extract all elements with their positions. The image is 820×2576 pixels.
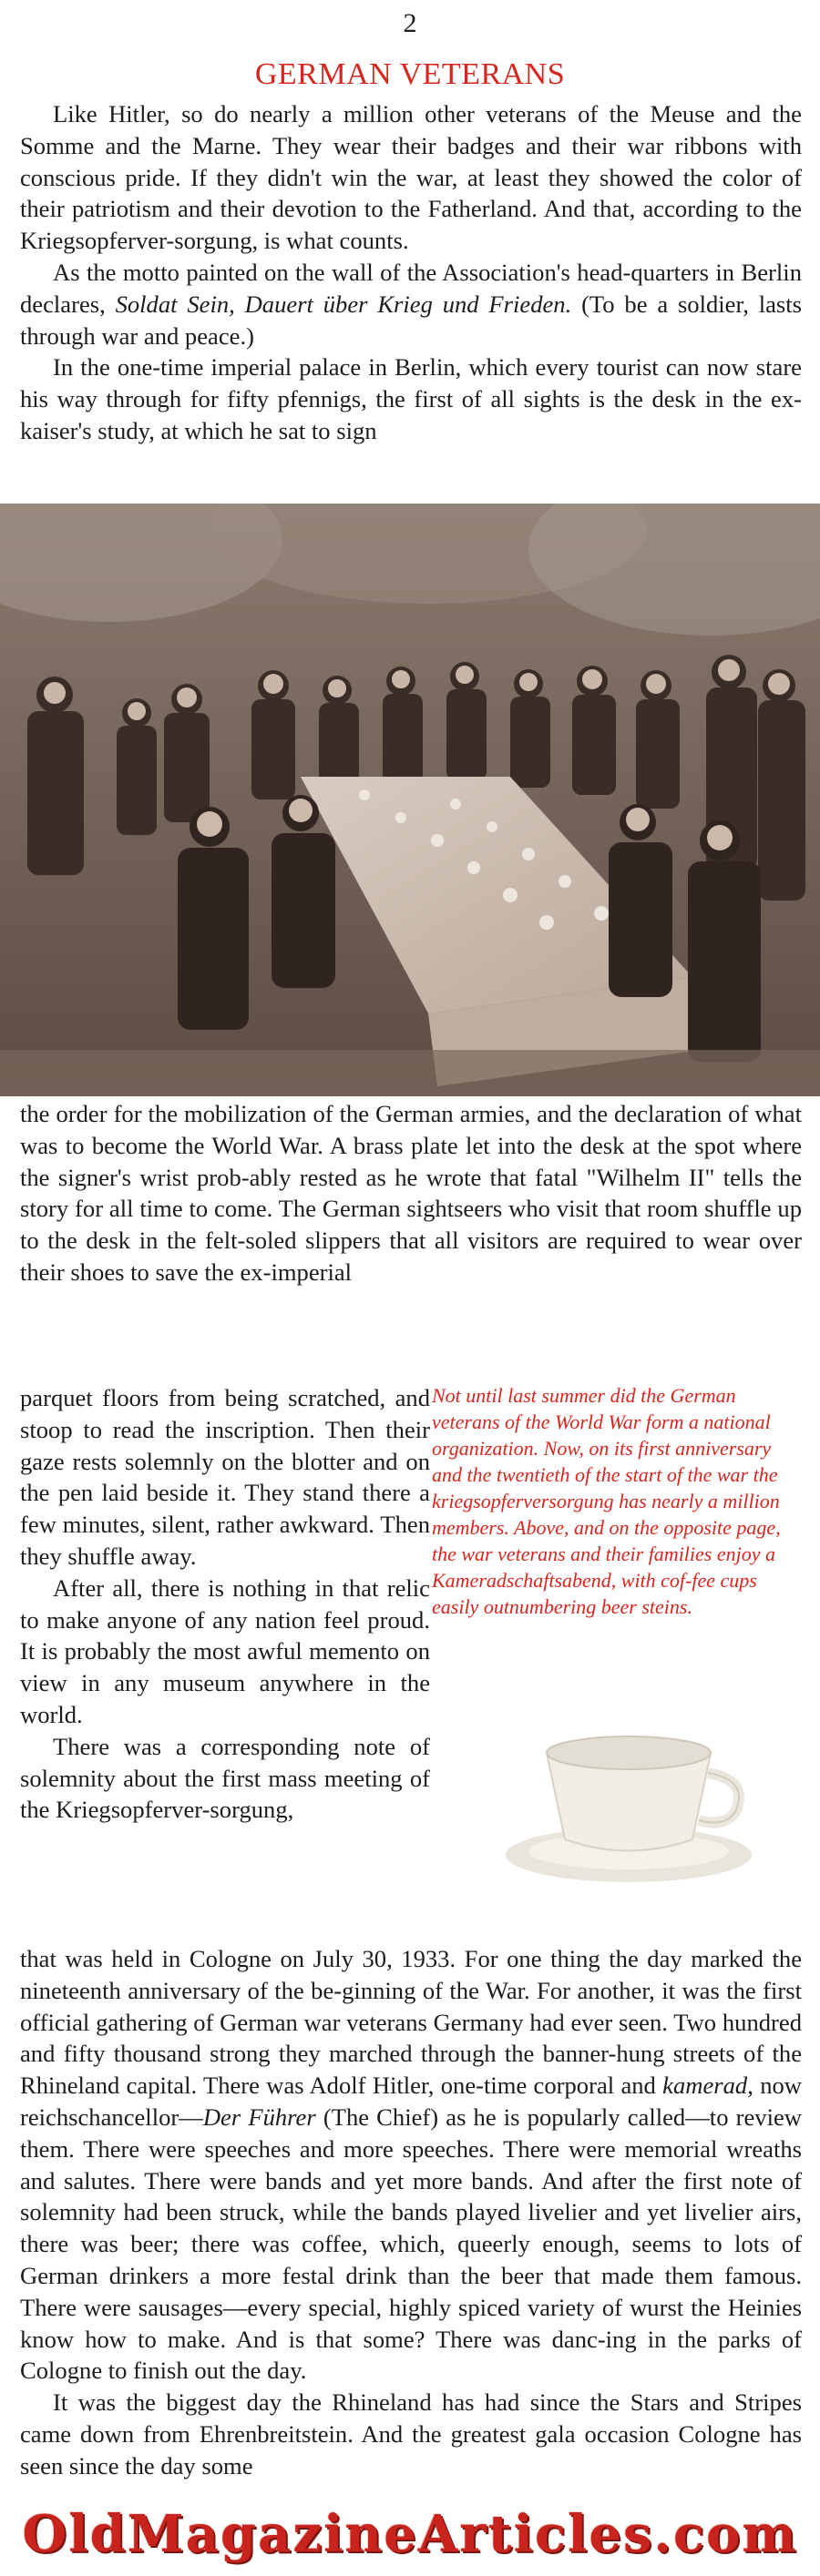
- paragraph-1: Like Hitler, so do nearly a million other veterans of the Meuse and the Somme and the Marne. They wear their badges and their war ribbons with conscious pride. If they didn't win the war, at least they showed the color of their patriotism and their devotion to the Fatherland. And that, according to the Kriegsopferver-sorgung, is what counts.: [20, 100, 802, 255]
- paragraph-6-wrap: There was a corresponding note of solemnity about the first mass meeting of the Kriegsopferver-sorgung,: [20, 1732, 430, 1824]
- paragraph-6: [20, 1943, 802, 2387]
- paragraph-3: In the one-time imperial palace in Berlin, which every tourist can now stare his way through for fifty pfennigs, the first of all sights is the desk in the ex-kaiser's study, at which he sat to sign: [20, 353, 802, 444]
- paragraph-2-translation: (To be a soldier, lasts through war and peace.): [20, 290, 802, 350]
- paragraph-7: It was the biggest day the Rhineland has had since the Stars and Stripes came down from Ehrenbreitstein. And the greatest gala occasion Cologne has seen since the day some: [20, 2388, 802, 2479]
- paragraph-2: [20, 257, 802, 351]
- article-wrap-left: [20, 1382, 430, 1826]
- article-bottom: [20, 1943, 802, 2482]
- article-top: [20, 98, 802, 447]
- paragraph-5: After all, there is nothing in that relic to make anyone of any nation feel proud. It is probably the most awful memento on view in any museum anywhere in the world.: [20, 1573, 430, 1728]
- headline: GERMAN VETERANS: [254, 57, 566, 91]
- paragraph-6-text-3: (The Chief) as he is popularly called—to review them. There were speeches and more speeches. There were memorial wreaths and salutes. There were bands and yet more bands. And after the first note of solemnity had been struck, while the bands played livelier and yet livelier airs, there was beer; there was coffee, which, queerly enough, seems to lots of German drinkers a more festal drink than the beer that made them famous. There were sausages—every special, highly spiced variety of wurst the Heinies know how to make. And is that some? There was danc-ing in the parks of Cologne to finish out the day.: [20, 2103, 802, 2385]
- site-logo: OldMagazineArticles.com: [22, 2504, 798, 2564]
- paragraph-2-text: As the motto painted on the wall of the Association's head-quarters in Berlin declares,: [20, 258, 802, 318]
- article-continued: [20, 1098, 802, 1288]
- paragraph-4-wrap: parquet floors from being scratched, and stoop to read the inscription. Then their gaze rests solemnly on the blotter and on the pen laid beside it. They stand there a few minutes, silent, rather awkward. Then they shuffle away.: [20, 1384, 430, 1570]
- sepia-photo-veterans-banquet: [0, 504, 820, 1096]
- paragraph-6-text-2: , now reichschancellor—: [20, 2072, 802, 2131]
- paragraph-6-text: that was held in Cologne on July 30, 1933. For one thing the day marked the nineteenth anniversary of the be-ginning of the War. For another, it was the first official gathering of German war veterans Germany had ever seen. Two hundred and fifty thousand strong they marched through the banner-hung streets of the Rhineland capital. There was Adolf Hitler, one-time corporal and: [20, 1945, 802, 2100]
- photo-caption: Not until last summer did the German veterans of the World War form a national organization. Now, on its first anniversary and the twentieth of the start of the war the kriegsopferversorgung has nearly a million members. Above, and on the opposite page, the war veterans and their families enjoy a Kameradschaftsabend, with cof-fee cups easily outnumbering beer steins.: [432, 1384, 781, 1618]
- kamerad-term: kamerad: [662, 2072, 748, 2100]
- motto: Soldat Sein, Dauert über Krieg und Frieden.: [115, 290, 572, 318]
- fuhrer-term: Der Führer: [202, 2103, 316, 2131]
- coffee-cup-image: [497, 1707, 761, 1889]
- paragraph-4: the order for the mobilization of the German armies, and the declaration of what was to become the World War. A brass plate let into the desk at the spot where the signer's wrist prob-ably rested as he wrote that fatal "Wilhelm II" tells the story for all time to come. The German sightseers who visit that room shuffle up to the desk in the felt-soled slippers that all visitors are required to wear over their shoes to save the ex-imperial: [20, 1100, 802, 1286]
- page-number: 2: [403, 8, 417, 38]
